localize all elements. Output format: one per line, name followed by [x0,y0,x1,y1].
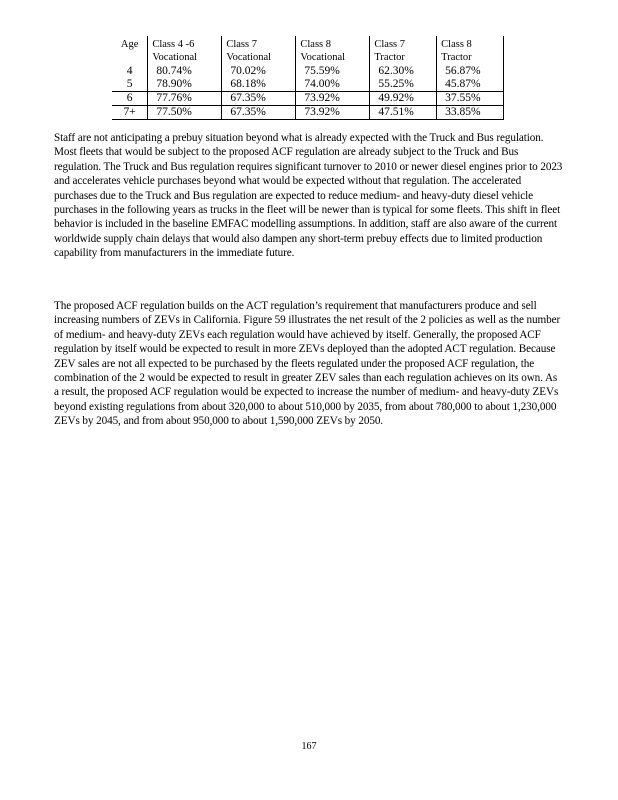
table-cell: 80.74% [148,65,222,78]
paragraph-prebuy: Staff are not anticipating a prebuy situation beyond what is already expected with the Truck and Bus regulation. Most fleets that would be subject to the proposed ACF regulation are already subject to the Truck and Bus regulation. The Truck and Bus regulation requires significant turnover to 2010 or newer diesel engines prior to 2023 and accelerates vehicle purchases beyond what would be expected without that regulation. The accelerated purchases due to the Truck and Bus regulation are expected to reduce medium- and heavy-duty diesel vehicle purchases in the following years as trucks in the fleet will be newer than is typical for some fleets. This shift in fleet behavior is included in the baseline EMFAC modelling assumptions. In addition, staff are also aware of the current worldwide supply chain delays that would also dampen any short-term prebuy effects due to limited production capability from manufacturers in the immediate future. [54,132,563,260]
table-cell: 5 [126,78,133,90]
table-row [112,65,504,78]
table-cell: 74.00% [296,78,370,92]
table-cell: 45.87% [437,78,504,92]
table-row [112,106,504,120]
header-class-4-6-vocational: Class 4 -6 Vocational [148,36,222,65]
table-header-row [112,36,504,65]
header-class-7-vocational: Class 7 Vocational [222,36,296,65]
table-cell: 77.76% [148,92,222,106]
header-class-7-tractor: Class 7 Tractor [370,36,437,65]
paragraph-acf-act-combined: The proposed ACF regulation builds on the ACT regulation’s requirement that manufacturers produce and sell increasing numbers of ZEVs in California. Figure 59 illustrates the net result of the 2 policies as well as the number of medium- and heavy-duty ZEVs each regulation would have achieved by itself. Generally, the proposed ACF regulation by itself would be expected to result in more ZEVs deployed than the adopted ACT regulation. Because ZEV sales are not all expected to be purchased by the fleets regulated under the proposed ACF regulation, the combination of the 2 would be expected to result in greater ZEV sales than each regulation achieves on its own. As a result, the proposed ACF regulation would be expected to increase the number of medium- and heavy-duty ZEVs beyond existing regulations from about 320,000 to about 510,000 by 2035, from about 780,000 to about 1,230,000 ZEVs by 2045, and from about 950,000 to about 1,590,000 ZEVs by 2050. [54,300,561,428]
table-cell: 67.35% [222,106,296,120]
table-row [112,92,504,106]
table-cell: 68.18% [222,78,296,92]
table-cell: 56.87% [437,65,504,78]
table-cell: 6 [112,92,148,106]
table-row [112,78,504,92]
table-cell: 7+ [112,106,148,120]
table-cell: 49.92% [370,92,437,106]
header-age: Age [120,39,139,50]
table-cell: 33.85% [437,106,504,120]
table-cell: 55.25% [370,78,437,92]
table-cell: 37.55% [437,92,504,106]
vehicle-retention-table [112,36,504,120]
table-cell: 62.30% [370,65,437,78]
page-number: 167 [301,741,317,752]
table-cell: 78.90% [148,78,222,92]
table-cell: 4 [126,65,133,77]
header-class-8-tractor: Class 8 Tractor [437,36,504,65]
table-cell: 47.51% [370,106,437,120]
table-cell: 73.92% [296,92,370,106]
table-cell: 77.50% [148,106,222,120]
table-cell: 75.59% [296,65,370,78]
table-cell: 70.02% [222,65,296,78]
table-cell: 67.35% [222,92,296,106]
header-class-8-vocational: Class 8 Vocational [296,36,370,65]
table-cell: 73.92% [296,106,370,120]
